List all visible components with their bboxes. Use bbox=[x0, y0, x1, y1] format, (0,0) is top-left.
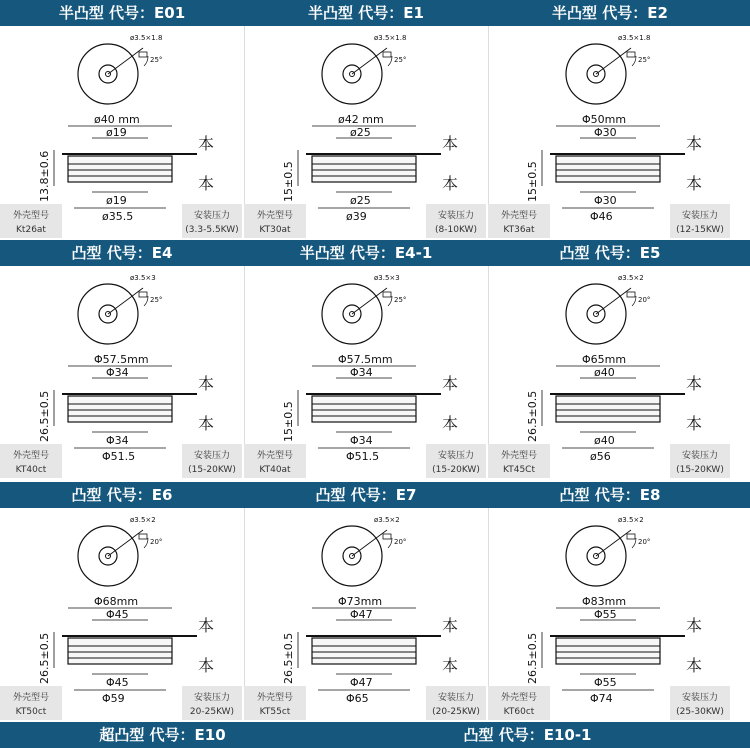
top-diameter-label: Φ57.5mm bbox=[94, 353, 149, 366]
product-cell bbox=[0, 26, 244, 238]
hole-spec-label: ø3.5×1.8 bbox=[130, 34, 163, 42]
mount-force-box bbox=[670, 204, 730, 238]
hole-spec-label: ø3.5×3 bbox=[130, 274, 156, 282]
cell-header-title: 超凸型 代号：E10 bbox=[99, 726, 226, 744]
upper-diameter-label: Φ55 bbox=[594, 608, 617, 621]
product-cell bbox=[244, 266, 488, 478]
gate-lead-terminal bbox=[383, 292, 391, 297]
angle-arc bbox=[632, 296, 636, 306]
angle-label: 25° bbox=[394, 296, 407, 304]
top-diameter-label: Φ57.5mm bbox=[338, 353, 393, 366]
lower-diameter-label: Φ34 bbox=[350, 434, 373, 447]
mount-force-box bbox=[670, 444, 730, 478]
angle-arc bbox=[632, 538, 636, 548]
product-cell bbox=[488, 26, 732, 238]
hole-spec-label: ø3.5×2 bbox=[618, 274, 644, 282]
mount-force-value: (8-10KW) bbox=[435, 225, 477, 235]
shell-type-box bbox=[488, 686, 550, 720]
mount-force-box bbox=[182, 444, 242, 478]
thyristor-symbol-icon: 本 bbox=[686, 374, 703, 393]
shell-type-label: 外壳型号 bbox=[12, 451, 49, 461]
angle-arc bbox=[388, 296, 392, 306]
mount-force-box bbox=[426, 204, 486, 238]
mount-force-box bbox=[426, 444, 486, 478]
package-body bbox=[68, 396, 172, 422]
height-dimension-label: 26.5±0.5 bbox=[282, 632, 295, 684]
top-diameter-label: Φ68mm bbox=[94, 595, 139, 608]
shell-type-box bbox=[0, 686, 62, 720]
thyristor-symbol-icon: 本 bbox=[686, 134, 703, 153]
upper-diameter-label: Φ34 bbox=[106, 366, 129, 379]
base-diameter-label: ø35.5 bbox=[102, 210, 134, 223]
shell-type-label: 外壳型号 bbox=[12, 693, 49, 703]
angle-arc bbox=[144, 538, 148, 548]
shell-model-value: KT40ct bbox=[15, 465, 47, 475]
cell-header-title: 半凸型 代号：E2 bbox=[552, 4, 668, 22]
mount-force-label: 安装压力 bbox=[193, 693, 230, 703]
package-body bbox=[68, 638, 172, 664]
shell-model-value: KT45Ct bbox=[503, 465, 535, 475]
thyristor-symbol-icon: 本 bbox=[198, 414, 215, 433]
gate-lead-terminal bbox=[383, 534, 391, 539]
top-diameter-label: Φ73mm bbox=[338, 595, 383, 608]
mount-force-value: (15-20KW) bbox=[188, 465, 236, 475]
thyristor-symbol-icon: 本 bbox=[686, 174, 703, 193]
shell-model-value: Kt26at bbox=[16, 225, 46, 235]
thyristor-symbol-icon: 本 bbox=[686, 414, 703, 433]
top-diameter-label: Φ50mm bbox=[582, 113, 627, 126]
cell-header-title: 半凸型 代号：E4-1 bbox=[299, 244, 433, 262]
shell-model-value: KT40at bbox=[259, 465, 291, 475]
shell-type-box bbox=[244, 686, 306, 720]
thyristor-symbol-icon: 本 bbox=[442, 414, 459, 433]
shell-type-label: 外壳型号 bbox=[256, 451, 293, 461]
upper-diameter-label: Φ34 bbox=[350, 366, 373, 379]
lower-diameter-label: ø25 bbox=[350, 194, 371, 207]
gate-lead-terminal bbox=[139, 52, 147, 57]
base-diameter-label: Φ74 bbox=[590, 692, 613, 705]
hole-spec-label: ø3.5×2 bbox=[130, 516, 156, 524]
shell-type-label: 外壳型号 bbox=[256, 211, 293, 221]
gate-lead-terminal bbox=[627, 52, 635, 57]
mount-force-value: (15-20KW) bbox=[432, 465, 480, 475]
angle-label: 25° bbox=[394, 56, 407, 64]
angle-label: 20° bbox=[638, 296, 651, 304]
base-diameter-label: Φ46 bbox=[590, 210, 613, 223]
shell-type-label: 外壳型号 bbox=[500, 211, 537, 221]
thyristor-symbol-icon: 本 bbox=[442, 656, 459, 675]
cell-header-title: 半凸型 代号：E01 bbox=[58, 4, 186, 22]
lower-diameter-label: Φ30 bbox=[594, 194, 617, 207]
product-cell bbox=[244, 26, 488, 238]
shell-model-value: KT30at bbox=[259, 225, 291, 235]
thyristor-symbol-icon: 本 bbox=[686, 656, 703, 675]
top-diameter-label: Φ83mm bbox=[582, 595, 627, 608]
angle-label: 25° bbox=[638, 56, 651, 64]
thyristor-symbol-icon: 本 bbox=[442, 616, 459, 635]
mount-force-box bbox=[670, 686, 730, 720]
row-header-bar bbox=[0, 0, 750, 26]
base-diameter-label: ø39 bbox=[346, 210, 367, 223]
angle-label: 20° bbox=[394, 538, 407, 546]
lower-diameter-label: ø40 bbox=[594, 434, 615, 447]
mount-force-label: 安装压力 bbox=[681, 693, 718, 703]
angle-arc bbox=[632, 56, 636, 66]
cell-header-title: 凸型 代号：E8 bbox=[559, 486, 661, 504]
top-diameter-label: Φ65mm bbox=[582, 353, 627, 366]
mount-force-value: (20-25KW) bbox=[432, 707, 480, 717]
product-cell bbox=[0, 266, 244, 478]
product-cell bbox=[244, 508, 488, 720]
angle-label: 20° bbox=[150, 538, 163, 546]
row-header-bar bbox=[0, 722, 750, 748]
mount-force-label: 安装压力 bbox=[681, 211, 718, 221]
cell-header-title: 凸型 代号：E7 bbox=[315, 486, 417, 504]
height-dimension-label: 15±0.5 bbox=[282, 161, 295, 202]
package-body bbox=[312, 156, 416, 182]
package-body bbox=[312, 396, 416, 422]
package-body bbox=[312, 638, 416, 664]
height-dimension-label: 26.5±0.5 bbox=[526, 390, 539, 442]
height-dimension-label: 15±0.5 bbox=[282, 401, 295, 442]
thyristor-symbol-icon: 本 bbox=[686, 616, 703, 635]
shell-type-box bbox=[488, 204, 550, 238]
angle-label: 20° bbox=[638, 538, 651, 546]
upper-diameter-label: Φ30 bbox=[594, 126, 617, 139]
lower-diameter-label: Φ55 bbox=[594, 676, 617, 689]
product-cell bbox=[488, 508, 732, 720]
shell-type-box bbox=[488, 444, 550, 478]
shell-type-label: 外壳型号 bbox=[256, 693, 293, 703]
package-body bbox=[556, 396, 660, 422]
thyristor-symbol-icon: 本 bbox=[442, 174, 459, 193]
mount-force-value: 20-25KW) bbox=[189, 707, 235, 717]
shell-type-label: 外壳型号 bbox=[12, 211, 49, 221]
upper-diameter-label: ø19 bbox=[106, 126, 127, 139]
height-dimension-label: 13.8±0.6 bbox=[38, 150, 51, 202]
mount-force-value: (12-15KW) bbox=[676, 225, 724, 235]
upper-diameter-label: ø25 bbox=[350, 126, 371, 139]
top-diameter-label: ø40 mm bbox=[94, 113, 140, 126]
cell-header-title: 凸型 代号：E10-1 bbox=[463, 726, 592, 744]
upper-diameter-label: Φ45 bbox=[106, 608, 129, 621]
mount-force-value: (15-20KW) bbox=[676, 465, 724, 475]
gate-lead-terminal bbox=[139, 292, 147, 297]
shell-model-value: KT55ct bbox=[259, 707, 291, 717]
thyristor-symbol-icon: 本 bbox=[198, 616, 215, 635]
shell-type-box bbox=[244, 444, 306, 478]
base-diameter-label: Φ65 bbox=[346, 692, 369, 705]
base-diameter-label: ø56 bbox=[590, 450, 611, 463]
top-diameter-label: ø42 mm bbox=[338, 113, 384, 126]
gate-lead-terminal bbox=[627, 534, 635, 539]
mount-force-label: 安装压力 bbox=[437, 693, 474, 703]
lower-diameter-label: ø19 bbox=[106, 194, 127, 207]
thyristor-symbol-icon: 本 bbox=[442, 374, 459, 393]
product-cell bbox=[488, 266, 732, 478]
height-dimension-label: 26.5±0.5 bbox=[38, 390, 51, 442]
lower-diameter-label: Φ34 bbox=[106, 434, 129, 447]
gate-lead-terminal bbox=[139, 534, 147, 539]
cell-header-title: 凸型 代号：E5 bbox=[559, 244, 661, 262]
angle-arc bbox=[388, 538, 392, 548]
gate-lead-terminal bbox=[627, 292, 635, 297]
height-dimension-label: 26.5±0.5 bbox=[526, 632, 539, 684]
thyristor-symbol-icon: 本 bbox=[198, 374, 215, 393]
shell-model-value: KT60ct bbox=[503, 707, 535, 717]
cell-header-title: 半凸型 代号：E1 bbox=[308, 4, 424, 22]
product-cell bbox=[0, 508, 244, 720]
shell-model-value: KT50ct bbox=[15, 707, 47, 717]
mount-force-label: 安装压力 bbox=[437, 451, 474, 461]
cell-header-title: 凸型 代号：E4 bbox=[71, 244, 173, 262]
thyristor-symbol-icon: 本 bbox=[198, 134, 215, 153]
mount-force-value: (3.3-5.5KW) bbox=[185, 225, 239, 235]
upper-diameter-label: ø40 bbox=[594, 366, 615, 379]
mount-force-box bbox=[182, 686, 242, 720]
row-header-bar bbox=[0, 240, 750, 266]
lower-diameter-label: Φ45 bbox=[106, 676, 129, 689]
cell-header-title: 凸型 代号：E6 bbox=[71, 486, 173, 504]
hole-spec-label: ø3.5×1.8 bbox=[618, 34, 651, 42]
mount-force-label: 安装压力 bbox=[437, 211, 474, 221]
base-diameter-label: Φ51.5 bbox=[102, 450, 136, 463]
base-diameter-label: Φ51.5 bbox=[346, 450, 380, 463]
row-header-bar bbox=[0, 482, 750, 508]
angle-arc bbox=[144, 296, 148, 306]
upper-diameter-label: Φ47 bbox=[350, 608, 373, 621]
hole-spec-label: ø3.5×2 bbox=[374, 516, 400, 524]
shell-type-box bbox=[0, 204, 62, 238]
height-dimension-label: 26.5±0.5 bbox=[38, 632, 51, 684]
package-body bbox=[556, 638, 660, 664]
base-diameter-label: Φ59 bbox=[102, 692, 125, 705]
shell-model-value: KT36at bbox=[503, 225, 535, 235]
hole-spec-label: ø3.5×2 bbox=[618, 516, 644, 524]
hole-spec-label: ø3.5×1.8 bbox=[374, 34, 407, 42]
mount-force-box bbox=[426, 686, 486, 720]
mount-force-label: 安装压力 bbox=[193, 211, 230, 221]
angle-label: 25° bbox=[150, 56, 163, 64]
mount-force-value: (25-30KW) bbox=[676, 707, 724, 717]
thyristor-symbol-icon: 本 bbox=[442, 134, 459, 153]
angle-arc bbox=[388, 56, 392, 66]
mount-force-box bbox=[182, 204, 242, 238]
shell-type-box bbox=[0, 444, 62, 478]
lower-diameter-label: Φ47 bbox=[350, 676, 373, 689]
height-dimension-label: 15±0.5 bbox=[526, 161, 539, 202]
thyristor-symbol-icon: 本 bbox=[198, 656, 215, 675]
mount-force-label: 安装压力 bbox=[193, 451, 230, 461]
thyristor-symbol-icon: 本 bbox=[198, 174, 215, 193]
package-body bbox=[68, 156, 172, 182]
gate-lead-terminal bbox=[383, 52, 391, 57]
shell-type-box bbox=[244, 204, 306, 238]
mount-force-label: 安装压力 bbox=[681, 451, 718, 461]
shell-type-label: 外壳型号 bbox=[500, 693, 537, 703]
shell-type-label: 外壳型号 bbox=[500, 451, 537, 461]
hole-spec-label: ø3.5×3 bbox=[374, 274, 400, 282]
angle-arc bbox=[144, 56, 148, 66]
package-body bbox=[556, 156, 660, 182]
angle-label: 25° bbox=[150, 296, 163, 304]
